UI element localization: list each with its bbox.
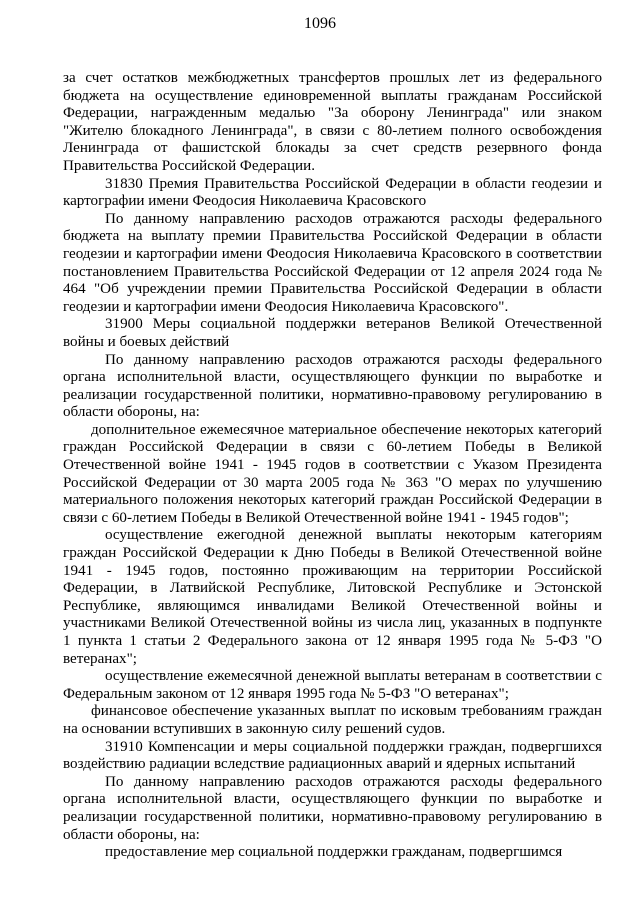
page-number: 1096 [304,15,336,32]
heading-31830: 31830 Премия Правительства Российской Федерации в области геодезии и картографии имени Феодосия Николаевича Красовского [63,175,602,210]
list-item-annual-payment: осуществление ежегодной денежной выплаты некоторым категориям граждан Российской Федерации к Дню Победы в Великой Отечественной войне 1941 - 1945 годов, постоянно проживающим на территории Российской Федерации, в Латвийской Республике, Литовской Республике и Эстонской Республике, являющимся инвалидами Великой Отечественной войны и участниками Великой Отечественной войны из числа лиц, указанных в подпункте 1 пункта 1 статьи 2 Федерального закона от 12 января 1995 года № 5-ФЗ "О ветеранах"; [63,527,602,667]
heading-31900: 31900 Меры социальной поддержки ветеранов Великой Отечественной войны и боевых действий [63,316,602,350]
document-body [63,70,602,862]
list-item-additional-support: дополнительное ежемесячное материальное обеспечение некоторых категорий граждан Российской Федерации в связи с 60-летием Победы в Великой Отечественной войне 1941 - 1945 годов в соответствии с Указом Президента Российской Федерации от 30 марта 2005 года № 363 "О мерах по улучшению материального положения некоторых категорий граждан Российской Федерации в связи с 60-летием Победы в Великой Отечественной войне 1941 - 1945 годов"; [63,421,602,526]
heading-31910: 31910 Компенсации и меры социальной поддержки граждан, подвергшихся воздействию радиации вследствие радиационных аварий и ядерных испытаний [63,738,602,773]
paragraph-31830-description: По данному направлению расходов отражаются расходы федерального бюджета на выплату премии Правительства Российской Федерации в области геодезии и картографии имени Феодосия Николаевича Красовского в соответствии постановлением Правительства Российской Федерации от 12 апреля 2024 года № 464 "Об учреждении премии Правительства Российской Федерации в области геодезии и картографии имени Феодосия Николаевича Красовского". [63,210,602,315]
list-item-radiation-support: предоставление мер социальной поддержки гражданам, подвергшимся [105,844,563,861]
paragraph-transfer-continuation: за счет остатков межбюджетных трансфертов прошлых лет из федерального бюджета на осуществление единовременной выплаты гражданам Российской Федерации, награжденным медалью "За оборону Ленинграда" или знаком "Жителю блокадного Ленинграда", в связи с 80-летием полного освобождения Ленинграда от фашистской блокады за счет средств резервного фонда Правительства Российской Федерации. [63,70,602,174]
list-item-monthly-payment: осуществление ежемесячной денежной выплаты ветеранам в соответствии с Федеральным законом от 12 января 1995 года № 5-ФЗ "О ветеранах"; [63,668,602,702]
list-item-court-decisions: финансовое обеспечение указанных выплат по исковым требованиям граждан на основании вступивших в законную силу решений судов. [63,703,602,737]
paragraph-31910-description: По данному направлению расходов отражаются расходы федерального органа исполнительной власти, осуществляющего функции по выработке и реализации государственной политики, нормативно-правовому регулированию в области обороны, на: [63,773,602,843]
paragraph-31900-description: По данному направлению расходов отражаются расходы федерального органа исполнительной власти, осуществляющего функции по выработке и реализации государственной политики, нормативно-правовому регулированию в области обороны, на: [63,351,602,421]
